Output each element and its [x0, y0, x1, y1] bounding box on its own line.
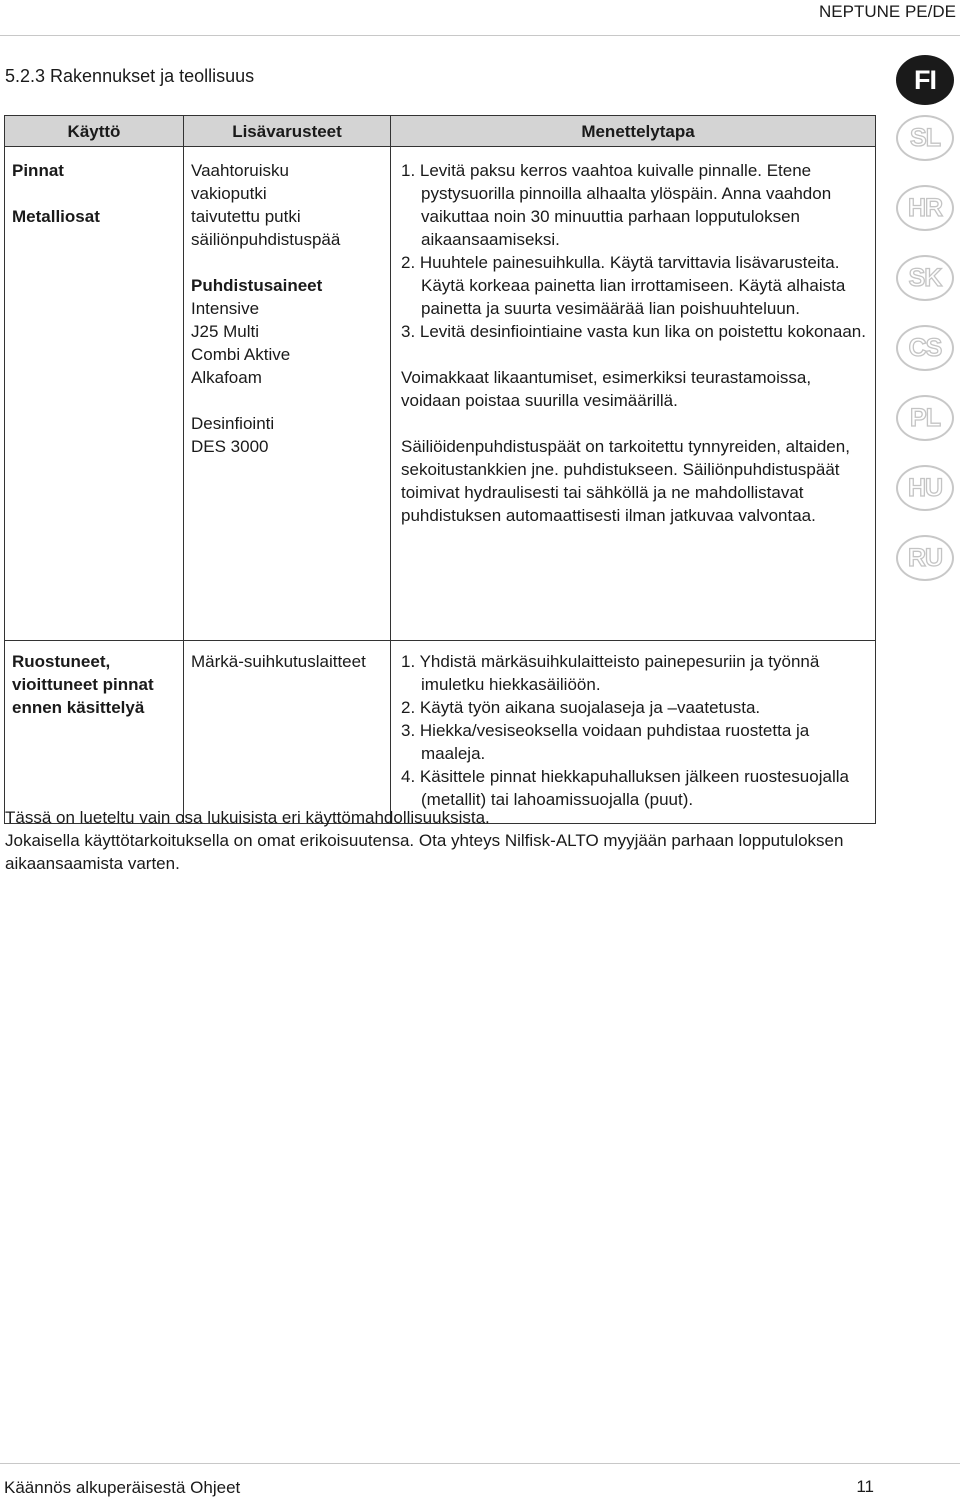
section-title: 5.2.3 Rakennukset ja teollisuus: [5, 66, 255, 86]
accessories-cell: Märkä-suihkutuslaitteet: [184, 641, 391, 824]
language-tab-hu[interactable]: HU: [896, 465, 954, 511]
language-tab-ru[interactable]: RU: [896, 535, 954, 581]
usage-label: Pinnat: [12, 161, 64, 180]
method-step: 2. Käytä työn aikana suojalaseja ja –vaatetusta.: [401, 698, 761, 717]
page-number: 11: [856, 1477, 874, 1496]
detergent-item: Alkafoam: [191, 368, 262, 387]
language-tabs: [896, 115, 954, 605]
footer-title: Käännös alkuperäisestä Ohjeet: [4, 1478, 241, 1497]
language-tab-hr[interactable]: HR: [896, 185, 954, 231]
usage-notes: [5, 806, 875, 875]
note-line: Jokaisella käyttötarkoituksella on omat erikoisuutensa. Ota yhteys Nilfisk-ALTO myyjään parhaan lopputuloksen aikaansaamista varten.: [5, 831, 844, 873]
method-step: 3. Levitä desinfiointiaine vasta kun lika on poistettu kokonaan.: [401, 322, 866, 341]
header-method: Menettelytapa: [391, 116, 876, 147]
method-note: Säiliöidenpuhdistuspäät on tarkoitettu tynnyreiden, altaiden, sekoitustankkien jne. puhdistukseen. Säiliönpuhdistuspäät toimivat hydraulisesti tai sähköllä ja ne mahdollistavat puhdistuksen automaattisesti ilman jatkuvaa valvontaa.: [401, 437, 850, 525]
method-step: 4. Käsittele pinnat hiekkapuhalluksen jälkeen ruostesuojalla (metallit) tai lahoamissuojalla (puut).: [401, 767, 849, 809]
disinfection-item: DES 3000: [191, 437, 269, 456]
accessory-item: Vaahtoruisku: [191, 161, 289, 180]
language-tab-cs[interactable]: CS: [896, 325, 954, 371]
usage-table: [4, 115, 876, 824]
language-tab-sk[interactable]: SK: [896, 255, 954, 301]
language-tab-fi[interactable]: FI: [896, 55, 954, 105]
language-tab-pl[interactable]: PL: [896, 395, 954, 441]
product-name: NEPTUNE PE/DE: [819, 2, 956, 21]
table-row: [5, 147, 876, 641]
footer-divider: [0, 1463, 960, 1464]
method-cell: [391, 641, 876, 824]
accessories-cell: [184, 147, 391, 641]
detergent-item: Combi Aktive: [191, 345, 291, 364]
usage-label: Metalliosat: [12, 207, 100, 226]
detergent-item: J25 Multi: [191, 322, 260, 341]
method-step: 1. Levitä paksu kerros vaahtoa kuivalle pinnalle. Etene pystysuorilla pinnoilla alhaalta ylöspäin. Anna vaahdon vaikuttaa noin 30 minuuttia parhaan lopputuloksen aikaansaamiseksi.: [401, 161, 832, 249]
header-usage: Käyttö: [5, 116, 184, 147]
method-note: Voimakkaat likaantumiset, esimerkiksi teurastamoissa, voidaan poistaa suurilla vesimäärillä.: [401, 368, 812, 410]
disinfection-item: Desinfiointi: [191, 414, 275, 433]
header-divider: [0, 35, 960, 36]
accessory-item: säiliönpuhdistuspää: [191, 230, 341, 249]
table-row: [5, 641, 876, 824]
usage-cell: Ruostuneet, vioittuneet pinnat ennen käsittelyä: [5, 641, 184, 824]
language-tab-sl[interactable]: SL: [896, 115, 954, 161]
accessory-item: taivutettu putki: [191, 207, 301, 226]
table-header-row: [5, 116, 876, 147]
note-line: Tässä on lueteltu vain osa lukuisista eri käyttömahdollisuuksista.: [5, 808, 490, 827]
detergents-heading: Puhdistusaineet: [191, 276, 323, 295]
accessory-item: vakioputki: [191, 184, 267, 203]
method-cell: [391, 147, 876, 641]
method-step: 3. Hiekka/vesiseoksella voidaan puhdistaa ruostetta ja maaleja.: [401, 721, 810, 763]
header-accessories: Lisävarusteet: [184, 116, 391, 147]
detergent-item: Intensive: [191, 299, 260, 318]
method-step: 2. Huuhtele painesuihkulla. Käytä tarvittavia lisävarusteita. Käytä korkeaa painetta lian irrottamiseen. Käytä alhaista painetta ja suurta vesimäärää lian poishuuhteluun.: [401, 253, 846, 318]
method-step: 1. Yhdistä märkäsuihkulaitteisto painepesuriin ja työnnä imuletku hiekkasäiliöön.: [401, 652, 820, 694]
usage-cell: [5, 147, 184, 641]
